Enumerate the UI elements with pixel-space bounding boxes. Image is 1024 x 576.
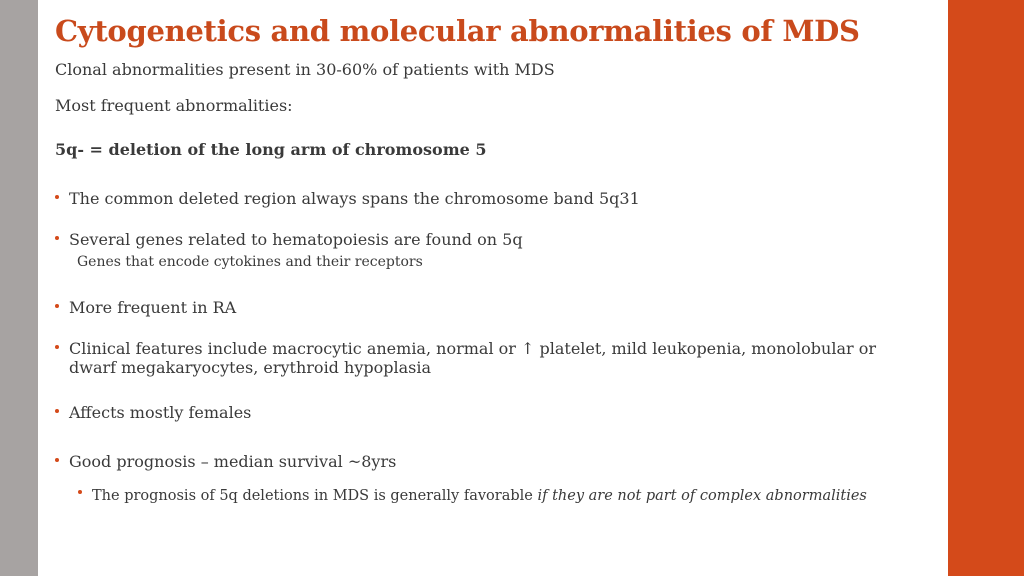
- slide-content: [55, 0, 945, 576]
- bullet-text: Clinical features include macrocytic anemia, normal or ↑ platelet, mild leukopenia, monolobular or dwarf megakaryocytes, erythroid hypoplasia: [69, 339, 876, 377]
- right-accent-bar: [948, 0, 1024, 576]
- bullet-dot-icon: [55, 195, 59, 199]
- bullet-dot-icon: [55, 236, 59, 240]
- section-heading: 5q- = deletion of the long arm of chromosome 5: [55, 140, 487, 159]
- bullet-text: More frequent in RA: [69, 298, 237, 317]
- sub-bullet-text: [92, 482, 882, 510]
- sub-bullet-dot-icon: [78, 490, 82, 494]
- bullet-dot-icon: [55, 304, 59, 308]
- sub-note: Genes that encode cytokines and their receptors: [77, 254, 423, 270]
- intro-line-2: Most frequent abnormalities:: [55, 96, 293, 115]
- bullet-dot-icon: [55, 409, 59, 413]
- sub-bullet-normal-text: The prognosis of 5q deletions in MDS is generally favorable: [92, 488, 538, 504]
- sub-bullet-italic-text: if they are not part of complex abnormalities: [537, 488, 867, 504]
- bullet-text: Several genes related to hematopoiesis are found on 5q: [69, 230, 523, 249]
- bullet-dot-icon: [55, 345, 59, 349]
- slide-title: Cytogenetics and molecular abnormalities of MDS: [55, 14, 860, 48]
- bullet-dot-icon: [55, 458, 59, 462]
- intro-line-1: Clonal abnormalities present in 30-60% of patients with MDS: [55, 60, 555, 79]
- bullet-text: Affects mostly females: [69, 403, 252, 422]
- bullet-text: Good prognosis – median survival ~8yrs: [69, 452, 397, 471]
- bullet-text: The common deleted region always spans the chromosome band 5q31: [69, 189, 640, 208]
- left-decorative-bar: [0, 0, 38, 576]
